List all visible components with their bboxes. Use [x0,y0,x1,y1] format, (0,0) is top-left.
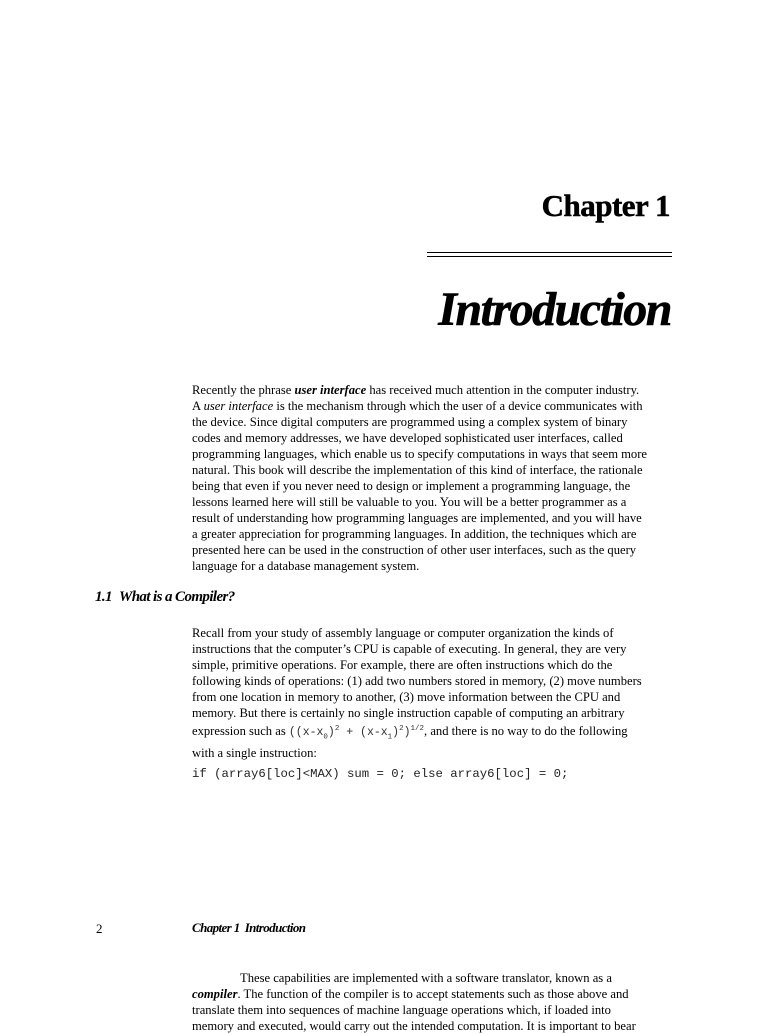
expr-part: ) [327,725,335,739]
intro-line: natural. This book will describe the implementation of this kind of interface, the rationale [192,463,643,477]
expr-superscript: 2 [334,725,340,733]
expr-subscript: 0 [323,733,328,742]
compiler-line: simple, primitive operations. For example, there are often instructions which do the [192,658,613,672]
compiler-line: following kinds of operations: (1) add two numbers stored in memory, (2) move numbers [192,674,642,688]
expr-superscript: 1/2 [410,725,425,733]
compiler-line: Recall from your study of assembly language or computer organization the kinds of [192,626,614,640]
expr-subscript: 1 [387,733,393,742]
intro-line: lessons learned here will still be valuable to you. You will be a better programmer as a [192,495,627,509]
text-run: Recently the phrase [192,383,295,397]
term-user-interface-italic: user interface [203,399,274,413]
intro-line: language for a database management system. [192,559,420,573]
compiler-line: with a single instruction: [192,746,317,761]
text-run: is the mechanism through which the user of a device communicates with [273,399,643,413]
expr-superscript: 2 [399,725,404,733]
expr-part: ) [403,725,411,739]
intro-line: result of understanding how programming languages are implemented, and you will have [192,511,642,525]
title-rule-top [427,252,672,253]
text-run: A [192,399,204,413]
next-page-line: memory and executed, would carry out the intended computation. It is important to bear [192,1019,636,1033]
next-page-line: translate them into sequences of machine language operations which, if loaded into [192,1003,611,1017]
intro-line [192,382,674,398]
intro-paragraph [192,382,674,574]
expr-part: ) [392,725,400,739]
math-expression [288,725,425,742]
term-compiler: compiler [192,987,238,1001]
intro-line: codes and memory addresses, we have developed sophisticated user interfaces, called [192,431,623,445]
section-number: 1.1 [95,589,112,605]
next-page-line [192,986,674,1002]
compiler-line: from one location in memory to another, (3) move information between the CPU and [192,690,621,704]
running-chapter: Chapter 1 [192,920,240,935]
text-run: . The function of the compiler is to accept statements such as those above and [237,987,629,1001]
term-user-interface-bold: user interface [294,383,367,397]
page-number: 2 [96,921,103,936]
intro-line: a greater appreciation for programming languages. In addition, the techniques which are [192,527,637,541]
compiler-line: instructions that the computer’s CPU is capable of executing. In general, they are very [192,642,627,656]
chapter-number: Chapter 1 [541,188,670,223]
next-page-line [192,970,674,986]
intro-line: the device. Since digital computers are programmed using a complex system of binary [192,415,628,429]
code-example: if (array6[loc]<MAX) sum = 0; else array6[loc] = 0; [192,767,569,781]
section-heading [95,589,235,606]
intro-line: presented here can be used in the construction of other user interfaces, such as the query [192,543,637,557]
text-run: has received much attention in the computer industry. [366,383,640,397]
text-run: , and there is no way to do the following [424,723,628,738]
compiler-line: memory. But there is certainly no single instruction capable of computing an arbitrary [192,706,625,720]
title-rule-bottom [427,256,672,257]
intro-line [192,398,674,414]
running-header [192,920,305,936]
text-run: These capabilities are implemented with a software translator, known as a [240,971,612,985]
chapter-title: Introduction [438,283,671,336]
next-page-paragraph [192,970,674,1034]
text-run: expression such as [192,723,289,738]
intro-line: being that even if you never need to design or implement a programming language, the [192,479,631,493]
expr-part: ((x-x [288,725,324,739]
intro-line: programming languages, which enable us to specify computations in ways that seem more [192,447,648,461]
compiler-line [192,721,674,745]
compiler-paragraph [192,625,674,761]
running-title: Introduction [244,920,306,935]
expr-part: + (x-x [339,725,388,739]
section-title: What is a Compiler? [118,589,235,605]
